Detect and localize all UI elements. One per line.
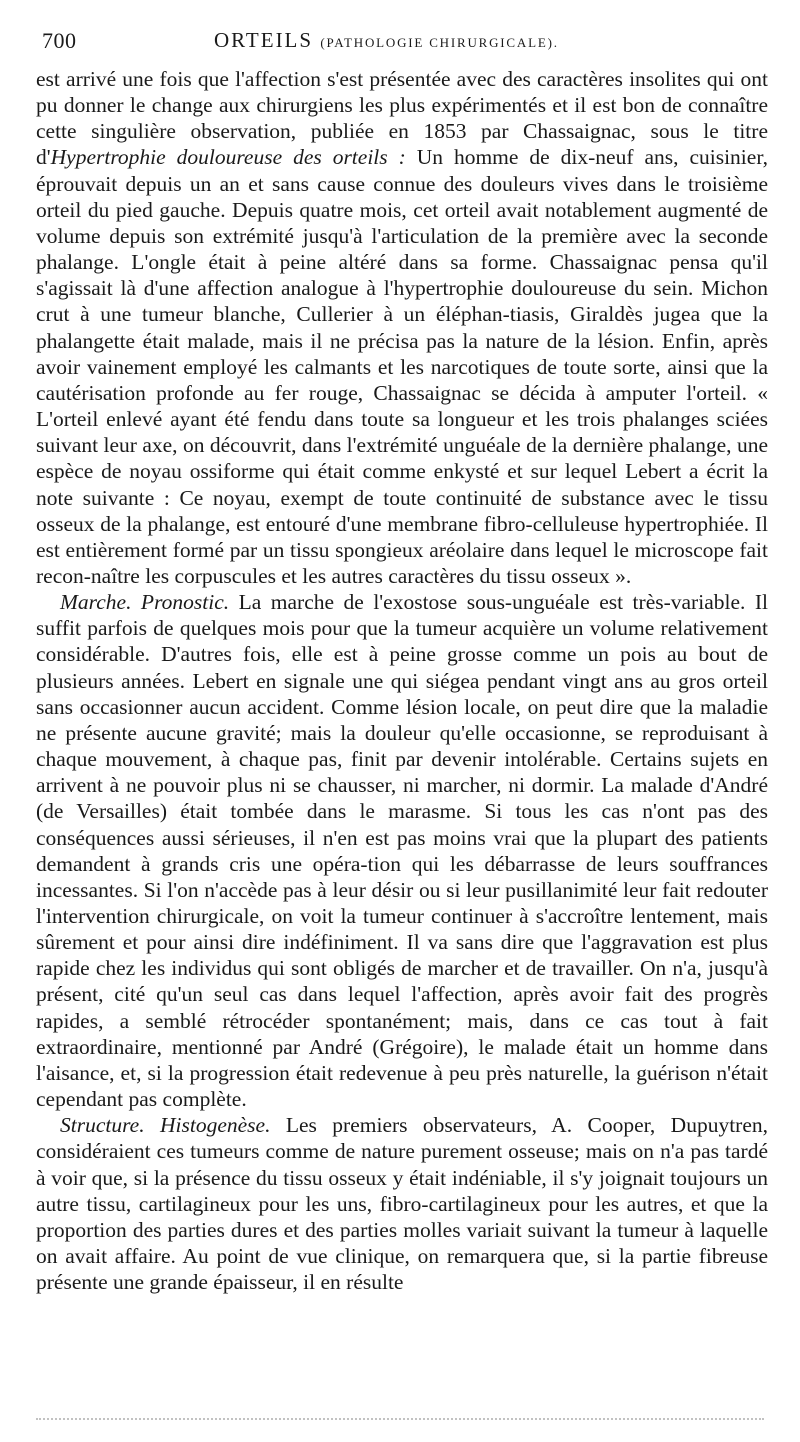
paragraph-structure-histogenese (36, 1112, 768, 1295)
paragraph-text: La marche de l'exostose sous-unguéale est très-variable. Il suffit parfois de quelques mois pour que la tumeur acquière un volume relativement considérable. D'autres fois, elle est à peine grosse comme un pois au bout de plusieurs années. Lebert en signale une qui siégea pendant vingt ans au gros orteil sans occasionner aucun accident. Comme lésion locale, on peut dire que la maladie ne présente aucune gravité; mais la douleur qu'elle occasionne, se reproduisant à chaque mouvement, à chaque pas, finit par devenir intolérable. Certains sujets en arrivent à ne pouvoir plus ni se chausser, ni marcher, ni dormir. La malade d'André (de Versailles) était tombée dans le marasme. Si tous les cas n'ont pas des conséquences aussi sérieuses, il n'en est pas moins vrai que la plupart des patients demandent à grands cris une opéra-tion qui les débarrasse de leurs souffrances incessantes. Si l'on n'accède pas à leur désir ou si leur pusillanimité leur fait redouter l'intervention chirurgicale, on voit la tumeur continuer à s'accroître lentement, mais sûrement et pour ainsi dire indéfiniment. Il va sans dire que l'aggravation est plus rapide chez les individus qui sont obligés de marcher et de travailler. On n'a, jusqu'à présent, cité qu'un seul cas dans lequel l'affection, après avoir fait des progrès rapides, a semblé rétrocéder spontanément; mais, dans ce cas tout à fait extraordinaire, mentionné par André (Grégoire), le malade était un homme dans l'aisance, et, si la progression était redevenue à peu près naturelle, la guérison n'était cependant pas complète. (36, 590, 768, 1112)
paragraph-text: est arrivé une fois que l'affection s'est présentée avec des caractères insolites qui ont pu donner le change aux chirurgiens les plus expérimentés et il est bon de connaître cette singulière observation, publiée en 1853 par Chassaignac, sous le titre d' (36, 67, 768, 170)
bottom-edge-mark (36, 1418, 764, 1424)
running-head (214, 28, 559, 53)
section-heading: Marche. Pronostic. (60, 590, 230, 615)
paragraph-text: Un homme de dix-neuf ans, cuisinier, éprouvait depuis un an et sans cause connue des douleurs vives dans le troisième orteil du pied gauche. Depuis quatre mois, cet orteil avait notablement augmenté de volume depuis son extrémité jusqu'à l'articulation de la première avec la seconde phalange. L'ongle était à peine altéré dans sa forme. Chassaignac pensa qu'il s'agissait là d'une affection analogue à l'hypertrophie douloureuse du sein. Michon crut à une tumeur blanche, Cullerier à un éléphan-tiasis, Giraldès jugea que la phalangette était malade, mais il ne précisa pas la nature de la lésion. Enfin, après avoir vainement employé les calmants et les narcotiques de toute sorte, ainsi que la cautérisation profonde au fer rouge, Chassaignac se décida à amputer l'orteil. « L'orteil enlevé ayant été fendu dans toute sa longueur et les trois phalanges sciées suivant leur axe, on découvrit, dans l'extrémité unguéale de la dernière phalange, une espèce de noyau ossiforme qui était comme enkysté et sur lequel Lebert a écrit la note suivante : Ce noyau, exempt de toute continuité de substance avec le tissu osseux de la phalange, est entouré d'une membrane fibro-celluleuse hypertrophiée. Il est entièrement formé par un tissu spongieux aréolaire dans lequel le microscope fait recon-naître les corpuscules et les autres caractères du tissu osseux ». (36, 145, 768, 588)
section-heading: Structure. Histogenèse. (60, 1113, 271, 1138)
body-text (36, 66, 768, 1295)
paragraph-observation (36, 66, 768, 589)
paragraph-marche-pronostic (36, 589, 768, 1112)
running-title: ORTEILS (214, 28, 314, 52)
page-header (36, 28, 768, 58)
page-number: 700 (42, 28, 77, 53)
italic-title: Hypertrophie douloureuse des orteils : (50, 145, 406, 170)
book-page (36, 28, 768, 1295)
paragraph-text: Les premiers observateurs, A. Cooper, Dupuytren, considéraient ces tumeurs comme de nature purement osseuse; mais on n'a pas tardé à voir que, si la présence du tissu osseux y était indéniable, il s'y joignait toujours un autre tissu, cartilagineux pour les uns, fibro-cartilagineux pour les autres, et que la proportion des parties dures et des parties molles variait suivant la tumeur à laquelle on avait affaire. Au point de vue clinique, on remarquera que, si la partie fibreuse présente une grande épaisseur, il en résulte (36, 1113, 769, 1295)
running-subtitle: (PATHOLOGIE CHIRURGICALE). (320, 35, 559, 50)
